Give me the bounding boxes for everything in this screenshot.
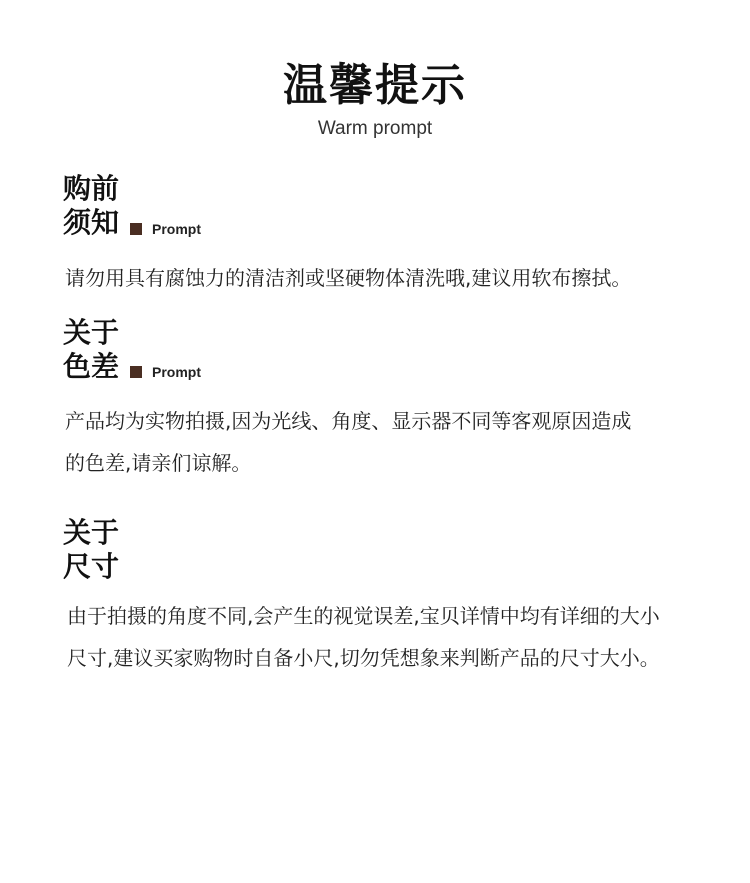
section-heading-line1: 关于	[63, 516, 120, 549]
page-title: 温馨提示	[283, 60, 467, 111]
section-text-line: 的色差,请亲们谅解。	[65, 451, 252, 475]
section-text-line: 由于拍摄的角度不同,会产生的视觉误差,宝贝详情中均有详细的大小	[67, 604, 660, 628]
section-tag	[130, 219, 201, 239]
section-heading-line1: 关于	[63, 316, 120, 349]
section-heading-line2: 尺寸	[63, 550, 120, 583]
section-heading-line2: 色差	[63, 350, 120, 383]
section-text-line: 尺寸,建议买家购物时自备小尺,切勿凭想象来判断产品的尺寸大小。	[67, 646, 660, 670]
section-tag	[130, 362, 201, 382]
tag-label: Prompt	[152, 364, 201, 380]
page-subtitle: Warm prompt	[317, 118, 433, 139]
square-bullet-icon	[130, 366, 142, 378]
section-text-line: 请勿用具有腐蚀力的清洁剂或坚硬物体清洗哦,建议用软布擦拭。	[65, 266, 632, 290]
section-text-line: 产品均为实物拍摄,因为光线、角度、显示器不同等客观原因造成	[65, 409, 632, 433]
square-bullet-icon	[130, 223, 142, 235]
section-heading-line2: 须知	[63, 206, 120, 239]
tag-label: Prompt	[152, 221, 201, 237]
section-heading-line1: 购前	[63, 172, 120, 205]
